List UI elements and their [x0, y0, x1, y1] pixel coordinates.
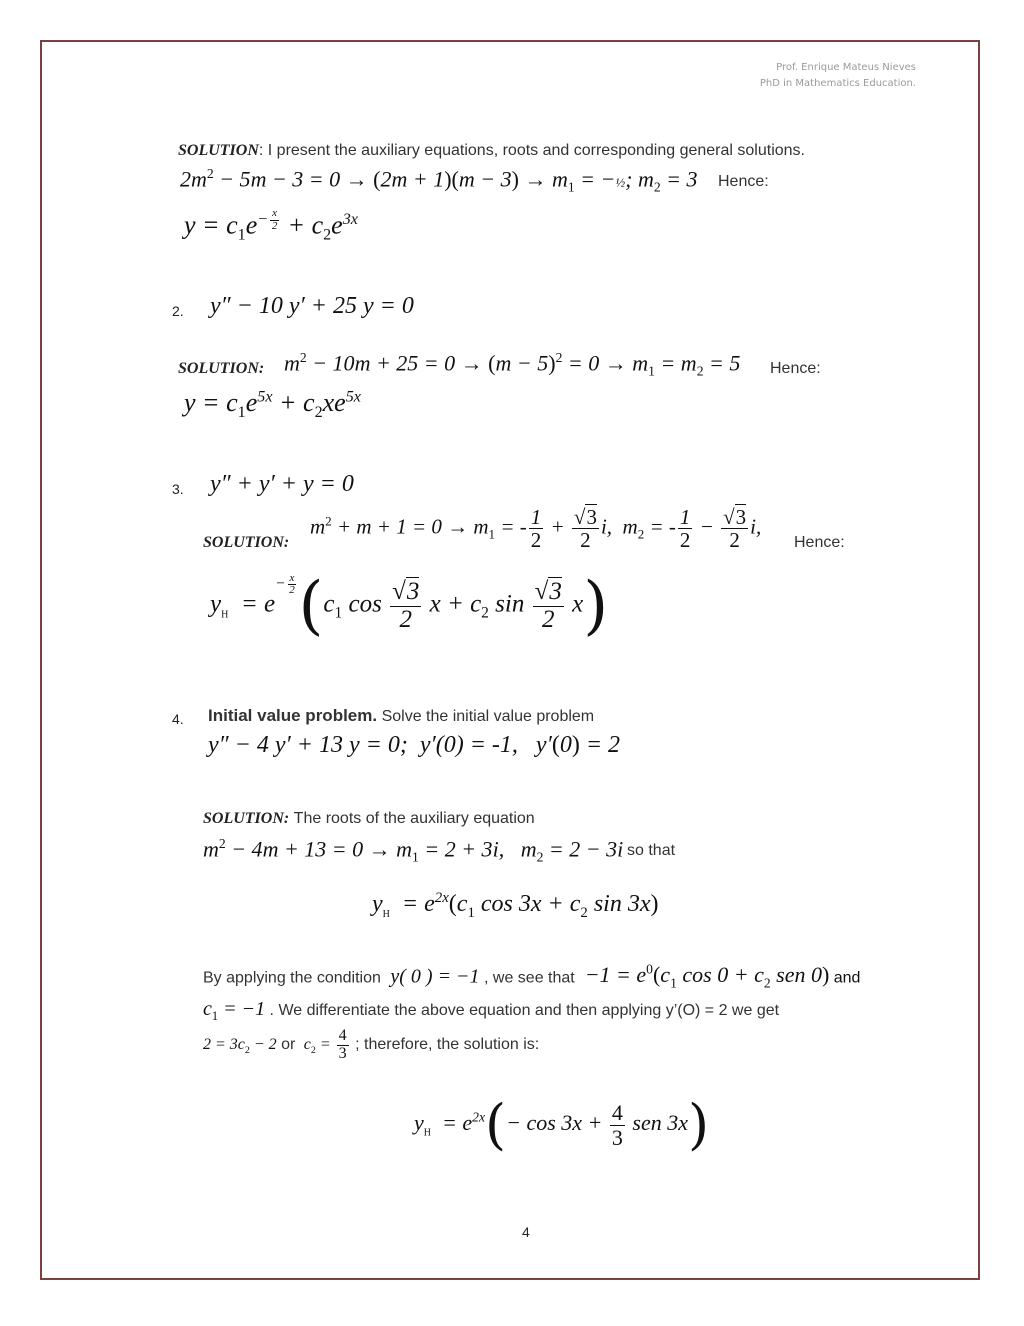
- item-3-number: 3.: [172, 481, 184, 497]
- aux-equation-4: $m^2 - 4m + 13 = 0 \to m_1 = 2 + 3i$, $m_2 = 2 - 3i$: [203, 836, 624, 865]
- aux-equation-1: $2m^2 - 5m - 3 = 0 \to (2m + 1)(m - 3) \to m_1$ = −½; $m_2 = 3$: [180, 166, 698, 195]
- so-that: so that: [627, 842, 676, 859]
- item-4-intro: Solve the initial value problem: [381, 708, 595, 725]
- differentiate-text: . We differentiate the above equation and then applying y’(O) = 2 we get: [269, 1002, 780, 1019]
- item-4-title: Initial value problem.: [208, 706, 378, 725]
- ode-2: y″ − 10 y′ + 25 y = 0: [210, 293, 414, 319]
- solution-intro: [178, 142, 805, 160]
- general-solution-3: $y_H = e^{- \frac{x}{2}}$ ($c_1$ cos $\frac{√3}{2}$ $x + c_2$ sin $\frac{√3}{2}$ x): [210, 569, 609, 643]
- or-text: or: [281, 1035, 296, 1053]
- applying-text-2: , we see that: [484, 969, 575, 987]
- item-4-number: 4.: [172, 711, 184, 727]
- header-author: Prof. Enrique Mateus Nieves: [776, 62, 916, 73]
- applying-text-1: By applying the condition: [203, 969, 381, 987]
- evaluated-eq: $-1 = e^0(c_1$ $\cos 0 + c_2$ sen 0): [579, 962, 830, 991]
- condition-eq: y( 0 ) = −1: [390, 965, 480, 988]
- c2-equation: $2 = 3c_2 - 2$: [203, 1035, 277, 1057]
- item-4-heading: [208, 706, 594, 726]
- hence-3: Hence:: [794, 534, 845, 551]
- c2-line: [203, 1028, 539, 1063]
- item-2-solution-label: SOLUTION:: [178, 360, 265, 377]
- c2-value: $c_2$ = $\frac{4}{3}$: [303, 1027, 347, 1062]
- general-solution-1: $y = c_1e^{- \frac{x}{2}}$ + $c_2e^{3x}$: [184, 207, 358, 244]
- applying-line: [203, 962, 860, 992]
- aux-equation-2: $m^2 - 10m + 25 = 0 \to (m - 5)^2 = 0 \to m_1 = m_2 = 5$: [284, 350, 741, 379]
- general-solution-2: $y = c_1e^{5x} + c_2xe^{5x}$: [184, 388, 361, 422]
- item-3-solution-label: SOLUTION:: [203, 534, 290, 551]
- hence-1: Hence:: [718, 173, 769, 190]
- homogeneous-solution-4: $y_H = e^{2x}(c_1$ $\cos 3x + c_2$ sin 3x): [372, 890, 659, 921]
- final-solution-4: $y_H = e^{2x}(- \cos 3x$ + $\frac{4}{3}$ sen 3x): [414, 1093, 710, 1156]
- item-4-solution-label: SOLUTION:: [203, 810, 290, 827]
- ivp-4: y″ − 4 y′ + 13 y = 0; y′(0) = -1, y′(0) = 2: [208, 732, 621, 758]
- header-credential: PhD in Mathematics Education.: [759, 78, 916, 89]
- item-2-number: 2.: [172, 303, 184, 319]
- solution-text: : I present the auxiliary equations, roots and corresponding general solutions.: [258, 142, 805, 159]
- item-4-solution-text: The roots of the auxiliary equation: [293, 810, 535, 827]
- hence-2: Hence:: [770, 360, 821, 377]
- aux-equation-3: $m^2 + m + 1 = 0 \to m_1$ = - $\frac{1}{2}$ + $\frac{√3}{2}$ i, $m_2$ = - $\frac{1}{2}$ − $\frac{√3}{2}$ i,: [310, 505, 762, 553]
- therefore-text: ; therefore, the solution is:: [355, 1035, 540, 1053]
- page-number: 4: [522, 1224, 530, 1240]
- ode-3: y″ + y′ + y = 0: [210, 471, 354, 497]
- c1-value: $c_1 = -1$: [203, 998, 266, 1023]
- differentiate-line: [203, 998, 779, 1024]
- item-4-solution-intro: [203, 810, 535, 828]
- and-text: and: [833, 969, 861, 987]
- page-border: [40, 40, 980, 1280]
- solution-label: SOLUTION: [178, 142, 259, 159]
